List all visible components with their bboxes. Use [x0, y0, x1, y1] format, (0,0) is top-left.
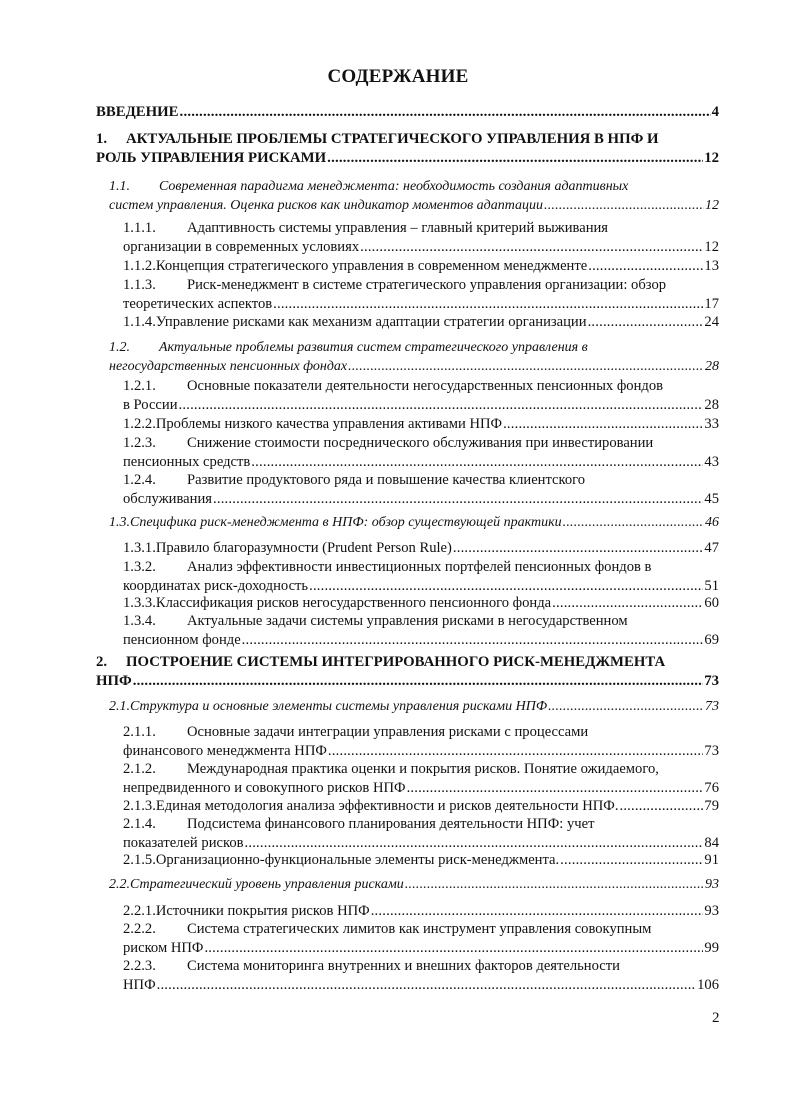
toc-leader-dots: [407, 779, 704, 798]
toc-entry-title: Анализ эффективности инвестиционных портфелей пенсионных фондов в: [187, 559, 652, 575]
toc-entry-title: Правило благоразумности (Prudent Person Rule): [155, 540, 452, 556]
toc-entry-title: Структура и основные элементы системы управления рисками НПФ: [130, 699, 548, 714]
toc-entry-title: Актуальные задачи системы управления рисками в негосударственном: [187, 613, 628, 629]
toc-entry-title: Источники покрытия рисков НПФ: [155, 903, 370, 919]
toc-leader-dots: [242, 631, 704, 650]
toc-entry-number: 1.3.1.: [123, 540, 156, 556]
toc-entry[interactable]: [123, 723, 719, 761]
toc-entry-page: 51: [704, 578, 719, 594]
toc-entry-number: 1.1.: [109, 179, 130, 194]
toc-entry-page: 73: [705, 699, 719, 714]
toc-entry-number: 2.1.4.: [123, 816, 156, 832]
toc-entry-title: негосударственных пенсионных фондах: [109, 359, 348, 374]
toc-leader-dots: [348, 357, 704, 376]
toc-leader-dots: [560, 851, 703, 870]
toc-leader-dots: [588, 257, 703, 276]
toc-entry-title: НПФ: [123, 977, 156, 993]
toc-entry[interactable]: [123, 377, 719, 415]
toc-entry-number: 1.2.4.: [123, 472, 156, 488]
toc-entry-title: Проблемы низкого качества управления активами НПФ: [155, 416, 503, 432]
toc-entry-title: Развитие продуктового ряда и повышение качества клиентского: [187, 472, 586, 488]
toc-entry-title: Концепция стратегического управления в современном менеджменте: [155, 258, 588, 274]
toc-entry-number: 1.1.2.: [123, 258, 156, 274]
toc-entry[interactable]: [123, 558, 719, 596]
toc-leader-dots: [157, 976, 697, 995]
toc-entry-title: Современная парадигма менеджмента: необходимость создания адаптивных: [159, 179, 629, 194]
toc-entry[interactable]: [123, 957, 719, 995]
toc-entry-title: показателей рисков: [123, 835, 244, 851]
toc-entry[interactable]: [123, 415, 719, 434]
toc-entry-title: теоретических аспектов: [123, 296, 273, 312]
toc-entry[interactable]: [96, 103, 719, 122]
toc-leader-dots: [251, 453, 703, 472]
toc-entry[interactable]: [123, 434, 719, 472]
toc-leader-dots: [453, 539, 704, 558]
toc-entry-page: 79: [704, 798, 719, 814]
toc-entry-page: 93: [705, 877, 719, 892]
toc-leader-dots: [213, 490, 703, 509]
toc-entry[interactable]: [123, 797, 719, 816]
toc-entry[interactable]: [109, 177, 719, 215]
toc-entry-number: 1.1.4.: [123, 314, 156, 330]
toc-entry-title: координатах риск-доходность: [123, 578, 309, 594]
toc-entry-title: Специфика риск-менеджмента в НПФ: обзор существующей практики: [130, 515, 562, 530]
toc-entry-title: РОЛЬ УПРАВЛЕНИЯ РИСКАМИ: [96, 150, 327, 166]
toc-entry-title: Стратегический уровень управления рисками: [130, 877, 404, 892]
toc-entry-number: 1.2.3.: [123, 435, 156, 451]
toc-entry-title: систем управления. Оценка рисков как индикатор моментов адаптации: [109, 198, 544, 213]
toc-entry[interactable]: [123, 760, 719, 798]
toc-entry-number: 2.1.: [109, 699, 130, 714]
toc-entry-title: Система мониторинга внутренних и внешних факторов деятельности: [187, 958, 620, 974]
toc-entry-number: 1.1.1.: [123, 220, 156, 236]
toc-entry-number: 2.1.2.: [123, 761, 156, 777]
toc-entry-page: 28: [704, 397, 719, 413]
toc-entry[interactable]: [109, 697, 719, 716]
toc-entry[interactable]: [109, 513, 719, 532]
toc-leader-dots: [204, 939, 703, 958]
toc-leader-dots: [328, 742, 703, 761]
page-title: СОДЕРЖАНИЕ: [327, 66, 469, 87]
toc-entry-title: Международная практика оценки и покрытия рисков. Понятие ожидаемого,: [187, 761, 659, 777]
toc-entry-number: 1.2.2.: [123, 416, 156, 432]
toc-entry-title: пенсионном фонде: [123, 632, 241, 648]
toc-entry-title: АКТУАЛЬНЫЕ ПРОБЛЕМЫ СТРАТЕГИЧЕСКОГО УПРАВЛЕНИЯ В НПФ И: [126, 131, 659, 147]
toc-entry-title: Риск-менеджмент в системе стратегического управления организации: обзор: [187, 277, 667, 293]
toc-entry-title: Подсистема финансового планирования деятельности НПФ: учет: [187, 816, 595, 832]
toc-entry[interactable]: [96, 130, 719, 168]
toc-entry-number: 2.2.3.: [123, 958, 156, 974]
toc-leader-dots: [360, 238, 703, 257]
toc-entry-page: 24: [704, 314, 719, 330]
toc-entry-page: 12: [704, 239, 719, 255]
toc-leader-dots: [179, 396, 704, 415]
toc-entry-title: Снижение стоимости посреднического обслуживания при инвестировании: [187, 435, 654, 451]
toc-leader-dots: [133, 672, 703, 691]
toc-entry-page: 46: [705, 515, 719, 530]
toc-entry-number: 2.2.2.: [123, 921, 156, 937]
toc-entry-number: 2.: [96, 654, 108, 670]
toc-entry-title: риском НПФ: [123, 940, 204, 956]
toc-entry-page: 73: [704, 743, 719, 759]
toc-entry-title: Адаптивность системы управления – главный критерий выживания: [187, 220, 609, 236]
toc-entry-number: 2.1.1.: [123, 724, 156, 740]
toc-entry-page: 45: [704, 491, 719, 507]
toc-entry[interactable]: [123, 219, 719, 257]
toc-entry-title: Система стратегических лимитов как инструмент управления совокупным: [187, 921, 652, 937]
toc-entry[interactable]: [123, 815, 719, 853]
toc-entry[interactable]: [123, 851, 719, 870]
toc-entry-page: 91: [704, 852, 719, 868]
toc-entry-title: непредвиденного и совокупного рисков НПФ: [123, 780, 406, 796]
toc-leader-dots: [180, 103, 711, 122]
toc-entry-page: 33: [704, 416, 719, 432]
toc-entry-title: организации в современных условиях: [123, 239, 360, 255]
toc-entry[interactable]: [123, 594, 719, 613]
toc-leader-dots: [273, 295, 703, 314]
toc-entry-title: обслуживания: [123, 491, 212, 507]
toc-entry-title: Основные показатели деятельности негосударственных пенсионных фондов: [187, 378, 664, 394]
toc-entry-title: НПФ: [96, 673, 132, 689]
toc-entry-page: 93: [704, 903, 719, 919]
toc-entry-page: 106: [697, 977, 719, 993]
toc-leader-dots: [405, 875, 704, 894]
toc-entry-title: Организационно-функциональные элементы риск-менеджмента.: [155, 852, 560, 868]
toc-entry-title: финансового менеджмента НПФ: [123, 743, 327, 759]
toc-leader-dots: [503, 415, 703, 434]
toc-entry[interactable]: [123, 257, 719, 276]
toc-entry[interactable]: [109, 875, 719, 894]
toc-entry-page: 76: [704, 780, 719, 796]
toc-entry-title: пенсионных средств: [123, 454, 251, 470]
toc-entry-number: 1.1.3.: [123, 277, 156, 293]
toc-entry-title: ВВЕДЕНИЕ: [96, 104, 179, 120]
toc-entry-page: 60: [704, 595, 719, 611]
toc-entry-title: в России: [123, 397, 178, 413]
toc-entry-title: Единая методология анализа эффективности и рисков деятельности НПФ.: [155, 798, 619, 814]
toc-entry-number: 1.2.1.: [123, 378, 156, 394]
toc-entry-page: 4: [711, 104, 719, 120]
toc-entry-number: 2.1.3.: [123, 798, 156, 814]
page-number: 2: [712, 1010, 720, 1026]
toc-entry[interactable]: [123, 902, 719, 921]
toc-entry-number: 1.2.: [109, 340, 130, 355]
toc-entry-number: 1.3.: [109, 515, 130, 530]
toc-leader-dots: [588, 313, 704, 332]
toc-entry-page: 17: [704, 296, 719, 312]
toc-entry[interactable]: [109, 338, 719, 376]
toc-entry[interactable]: [123, 539, 719, 558]
toc-leader-dots: [619, 797, 703, 816]
toc-entry[interactable]: [96, 653, 719, 691]
toc-entry-page: 28: [705, 359, 719, 374]
toc-entry[interactable]: [123, 276, 719, 314]
toc-entry-number: 1.3.3.: [123, 595, 156, 611]
toc-entry-page: 99: [704, 940, 719, 956]
toc-entry-number: 2.2.1.: [123, 903, 156, 919]
toc-entry[interactable]: [123, 612, 719, 650]
toc-entry-number: 1.3.2.: [123, 559, 156, 575]
toc-entry-title: Актуальные проблемы развития систем стратегического управления в: [159, 340, 588, 355]
toc-entry-title: ПОСТРОЕНИЕ СИСТЕМЫ ИНТЕГРИРОВАННОГО РИСК-МЕНЕДЖМЕНТА: [126, 654, 666, 670]
toc-leader-dots: [327, 149, 703, 168]
toc-leader-dots: [563, 513, 704, 532]
toc-entry-page: 12: [705, 198, 719, 213]
toc-entry-page: 43: [704, 454, 719, 470]
toc-entry-page: 47: [704, 540, 719, 556]
toc-leader-dots: [544, 196, 704, 215]
toc-entry[interactable]: [123, 471, 719, 509]
toc-leader-dots: [548, 697, 704, 716]
toc-entry-number: 1.3.4.: [123, 613, 156, 629]
toc-entry-page: 84: [704, 835, 719, 851]
toc-entry-number: 1.: [96, 131, 108, 147]
toc-entry-number: 2.2.: [109, 877, 130, 892]
toc-leader-dots: [371, 902, 704, 921]
toc-leader-dots: [552, 594, 703, 613]
toc-entry[interactable]: [123, 920, 719, 958]
toc-entry-title: Управление рисками как механизм адаптации стратегии организации: [155, 314, 587, 330]
toc-entry-page: 12: [704, 150, 719, 166]
toc-entry[interactable]: [123, 313, 719, 332]
toc-entry-number: 2.1.5.: [123, 852, 156, 868]
toc-entry-page: 73: [704, 673, 719, 689]
toc-entry-page: 13: [704, 258, 719, 274]
toc-entry-title: Основные задачи интеграции управления рисками с процессами: [187, 724, 589, 740]
toc-entry-page: 69: [704, 632, 719, 648]
toc-entry-title: Классификация рисков негосударственного пенсионного фонда: [155, 595, 552, 611]
